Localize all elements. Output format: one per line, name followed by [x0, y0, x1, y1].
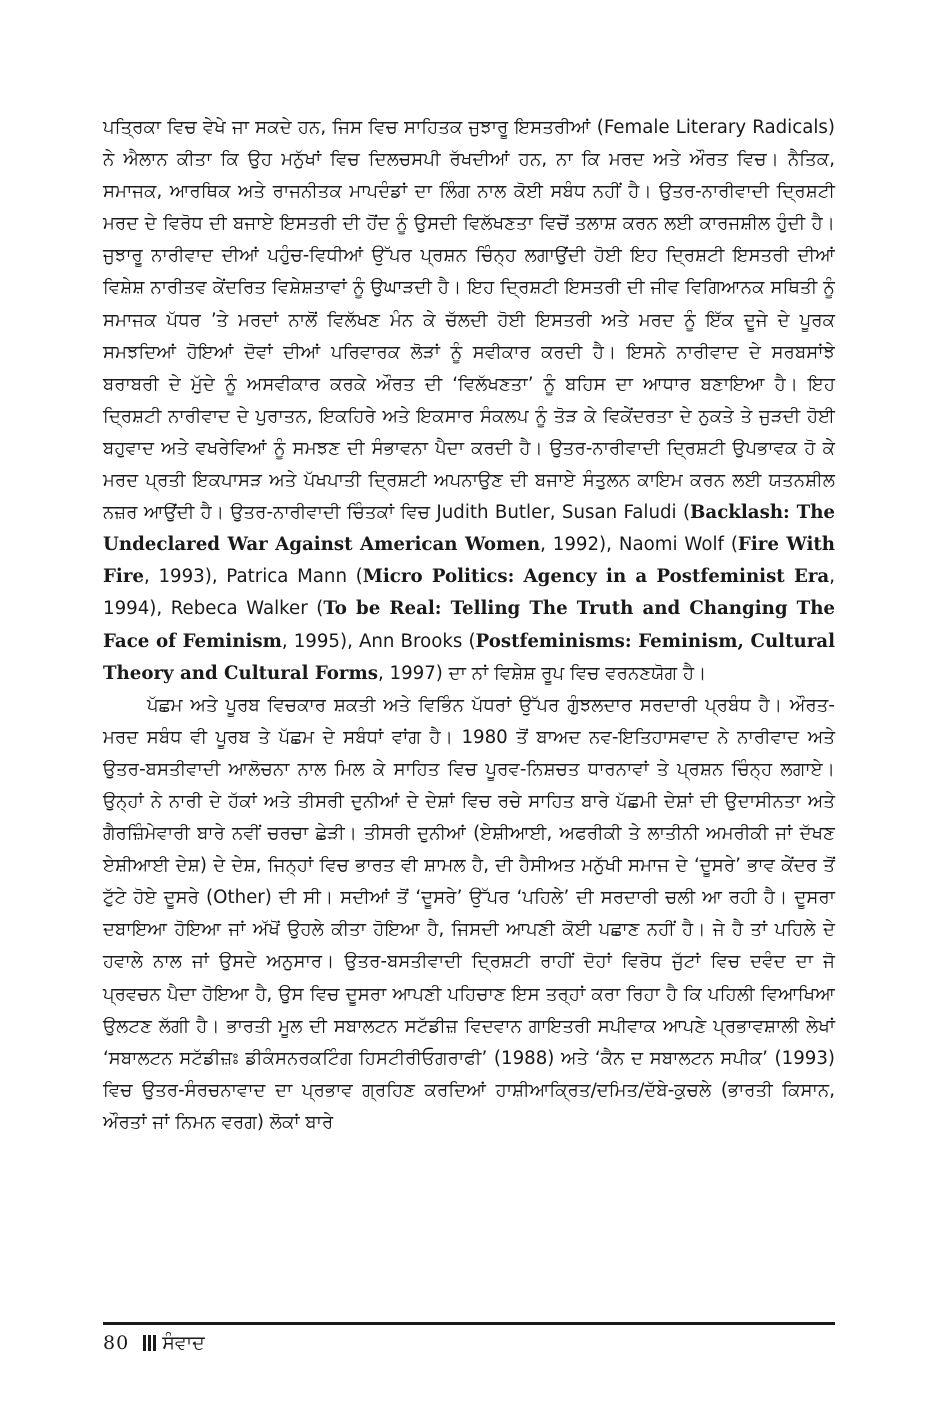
book-title-backlash: Backlash: The Undeclared War Against American Women	[103, 502, 835, 556]
book-title-fire-with-fire: Fire With Fire	[103, 534, 835, 588]
page-footer	[103, 1328, 205, 1358]
book-title-postfeminisms: Postfeminisms: Feminism, Cultural Theory and Cultural Forms	[103, 630, 835, 684]
book-title-to-be-real: To be Real: Telling The Truth and Changing The Face of Feminism	[103, 598, 836, 652]
paragraph-1-text: , 1997) ਦਾ ਨਾਂ ਵਿਸ਼ੇਸ਼ ਰੂਪ ਵਿਚ ਵਰਨਣਯੋਗ ਹੈ।	[377, 662, 707, 684]
book-title-micro-politics: Micro Politics: Agency in a Postfeminist Era	[362, 566, 830, 588]
journal-name: ਸੰਵਾਦ	[162, 1332, 205, 1354]
footer-divider	[103, 1322, 835, 1325]
paragraph-1-text: , 1995), Ann Brooks (	[281, 630, 476, 652]
page-number: 80	[103, 1332, 130, 1354]
paragraph-1-text: , 1993), Patrica Mann (	[143, 566, 363, 588]
vertical-bars-icon	[143, 1335, 156, 1351]
paragraph-1-text: ਪਤ੍ਰਿਕਾ ਵਿਚ ਵੇਖੇ ਜਾ ਸਕਦੇ ਹਨ, ਜਿਸ ਵਿਚ ਸਾਹਿਤਕ ਜੁਝਾਰੂ ਇਸਤਰੀਆਂ (Female Literary Radicals) ਨੇ ਐਲਾਨ ਕੀਤਾ ਕਿ ਉਹ ਮਨੁੱਖਾਂ ਵਿਚ ਦਿਲਚਸਪੀ ਰੱਖਦੀਆਂ ਹਨ, ਨਾ ਕਿ ਮਰਦ ਅਤੇ ਔਰਤ ਵਿਚ। ਨੈਤਿਕ, ਸਮਾਜਕ, ਆਰਥਿਕ ਅਤੇ ਰਾਜਨੀਤਕ ਮਾਪਦੰਡਾਂ ਦਾ ਲਿੰਗ ਨਾਲ ਕੋਈ ਸਬੰਧ ਨਹੀਂ ਹੈ। ਉਤਰ-ਨਾਰੀਵਾਦੀ ਦ੍ਰਿਸ਼ਟੀ ਮਰਦ ਦੇ ਵਿਰੋਧ ਦੀ ਬਜਾਏ ਇਸਤਰੀ ਦੀ ਹੋਂਦ ਨੂੰ ਉਸਦੀ ਵਿਲੱਖਣਤਾ ਵਿਚੋਂ ਤਲਾਸ਼ ਕਰਨ ਲਈ ਕਾਰਜਸ਼ੀਲ ਹੁੰਦੀ ਹੈ। ਜੁਝਾਰੂ ਨਾਰੀਵਾਦ ਦੀਆਂ ਪਹੁੰਚ-ਵਿਧੀਆਂ ਉੱਪਰ ਪ੍ਰਸ਼ਨ ਚਿੰਨ੍ਹ ਲਗਾਉਂਦੀ ਹੋਈ ਇਹ ਦ੍ਰਿਸ਼ਟੀ ਇਸਤਰੀ ਦੀਆਂ ਵਿਸ਼ੇਸ਼ ਨਾਰੀਤਵ ਕੇਂਦਰਿਤ ਵਿਸ਼ੇਸ਼ਤਾਵਾਂ ਨੂੰ ਉਘਾੜਦੀ ਹੈ। ਇਹ ਦ੍ਰਿਸ਼ਟੀ ਇਸਤਰੀ ਦੀ ਜੀਵ ਵਿਗਿਆਨਕ ਸਥਿਤੀ ਨੂੰ ਸਮਾਜਕ ਪੱਧਰ ’ਤੇ ਮਰਦਾਂ ਨਾਲੋਂ ਵਿਲੱਖਣ ਮੰਨ ਕੇ ਚੱਲਦੀ ਹੋਈ ਇਸਤਰੀ ਅਤੇ ਮਰਦ ਨੂੰ ਇੱਕ ਦੂਜੇ ਦੇ ਪੂਰਕ ਸਮਝਦਿਆਂ ਹੋਇਆਂ ਦੋਵਾਂ ਦੀਆਂ ਪਰਿਵਾਰਕ ਲੋੜਾਂ ਨੂੰ ਸਵੀਕਾਰ ਕਰਦੀ ਹੈ। ਇਸਨੇ ਨਾਰੀਵਾਦ ਦੇ ਸਰਬਸਾਂਝੇ ਬਰਾਬਰੀ ਦੇ ਮੁੱਦੇ ਨੂੰ ਅਸਵੀਕਾਰ ਕਰਕੇ ਔਰਤ ਦੀ ‘ਵਿਲੱਖਣਤਾ’ ਨੂੰ ਬਹਿਸ ਦਾ ਆਧਾਰ ਬਣਾਇਆ ਹੈ। ਇਹ ਦ੍ਰਿਸ਼ਟੀ ਨਾਰੀਵਾਦ ਦੇ ਪੁਰਾਤਨ, ਇਕਹਿਰੇ ਅਤੇ ਇਕਸਾਰ ਸੰਕਲਪ ਨੂੰ ਤੋੜ ਕੇ ਵਿਕੇਂਦਰਤਾ ਦੇ ਨੁਕਤੇ ਤੇ ਜੁੜਦੀ ਹੋਈ ਬਹੁਵਾਦ ਅਤੇ ਵਖਰੇਵਿਆਂ ਨੂੰ ਸਮਝਣ ਦੀ ਸੰਭਾਵਨਾ ਪੈਦਾ ਕਰਦੀ ਹੈ। ਉਤਰ-ਨਾਰੀਵਾਦੀ ਦ੍ਰਿਸ਼ਟੀ ਉਪਭਾਵਕ ਹੋ ਕੇ ਮਰਦ ਪ੍ਰਤੀ ਇਕਪਾਸੜ ਅਤੇ ਪੱਖਪਾਤੀ ਦ੍ਰਿਸ਼ਟੀ ਅਪਨਾਉਣ ਦੀ ਬਜਾਏ ਸੰਤੁਲਨ ਕਾਇਮ ਕਰਨ ਲਈ ਯਤਨਸ਼ੀਲ ਨਜ਼ਰ ਆਉਂਦੀ ਹੈ। ਉਤਰ-ਨਾਰੀਵਾਦੀ ਚਿੰਤਕਾਂ ਵਿਚ Judith Butler, Susan Faludi (	[103, 117, 835, 524]
paragraph-1	[103, 112, 835, 690]
paragraph-2	[103, 690, 835, 1139]
paragraph-1-text: , 1992), Naomi Wolf (	[540, 534, 738, 556]
paragraph-2-text: ਪੱਛਮ ਅਤੇ ਪੂਰਬ ਵਿਚਕਾਰ ਸ਼ਕਤੀ ਅਤੇ ਵਿਭਿੰਨ ਪੱਧਰਾਂ ਉੱਪਰ ਗੁੰਝਲਦਾਰ ਸਰਦਾਰੀ ਪ੍ਰਬੰਧ ਹੈ। ਔਰਤ-ਮਰਦ ਸਬੰਧ ਵੀ ਪੂਰਬ ਤੇ ਪੱਛਮ ਦੇ ਸਬੰਧਾਂ ਵਾਂਗ ਹੈ। 1980 ਤੋਂ ਬਾਅਦ ਨਵ-ਇਤਿਹਾਸਵਾਦ ਨੇ ਨਾਰੀਵਾਦ ਅਤੇ ਉਤਰ-ਬਸਤੀਵਾਦੀ ਆਲੋਚਨਾ ਨਾਲ ਮਿਲ ਕੇ ਸਾਹਿਤ ਵਿਚ ਪੂਰਵ-ਨਿਸ਼ਚਤ ਧਾਰਨਾਵਾਂ ਤੇ ਪ੍ਰਸ਼ਨ ਚਿੰਨ੍ਹ ਲਗਾਏ। ਉਨ੍ਹਾਂ ਨੇ ਨਾਰੀ ਦੇ ਹੱਕਾਂ ਅਤੇ ਤੀਸਰੀ ਦੁਨੀਆਂ ਦੇ ਦੇਸ਼ਾਂ ਵਿਚ ਰਚੇ ਸਾਹਿਤ ਬਾਰੇ ਪੱਛਮੀ ਦੇਸ਼ਾਂ ਦੀ ਉਦਾਸੀਨਤਾ ਅਤੇ ਗੈਰਜ਼ਿੰਮੇਵਾਰੀ ਬਾਰੇ ਨਵੀਂ ਚਰਚਾ ਛੇੜੀ। ਤੀਸਰੀ ਦੁਨੀਆਂ (ਏਸ਼ੀਆਈ, ਅਫਰੀਕੀ ਤੇ ਲਾਤੀਨੀ ਅਮਰੀਕੀ ਜਾਂ ਦੱਖਣ ਏਸ਼ੀਆਈ ਦੇਸ਼) ਦੇ ਦੇਸ਼, ਜਿਨ੍ਹਾਂ ਵਿਚ ਭਾਰਤ ਵੀ ਸ਼ਾਮਲ ਹੈ, ਦੀ ਹੈਸੀਅਤ ਮਨੁੱਖੀ ਸਮਾਜ ਦੇ ‘ਦੂਸਰੇ’ ਭਾਵ ਕੇਂਦਰ ਤੋਂ ਟੁੱਟੇ ਹੋਏ ਦੂਸਰੇ (Other) ਦੀ ਸੀ। ਸਦੀਆਂ ਤੋਂ ‘ਦੂਸਰੇ’ ਉੱਪਰ ‘ਪਹਿਲੇ’ ਦੀ ਸਰਦਾਰੀ ਚਲੀ ਆ ਰਹੀ ਹੈ। ਦੂਸਰਾ ਦਬਾਇਆ ਹੋਇਆ ਜਾਂ ਅੱਖੋਂ ਉਹਲੇ ਕੀਤਾ ਹੋਇਆ ਹੈ, ਜਿਸਦੀ ਆਪਣੀ ਕੋਈ ਪਛਾਣ ਨਹੀਂ ਹੈ। ਜੇ ਹੈ ਤਾਂ ਪਹਿਲੇ ਦੇ ਹਵਾਲੇ ਨਾਲ ਜਾਂ ਉਸਦੇ ਅਨੁਸਾਰ। ਉਤਰ-ਬਸਤੀਵਾਦੀ ਦ੍ਰਿਸ਼ਟੀ ਰਾਹੀਂ ਦੋਹਾਂ ਵਿਰੋਧ ਜੁੱਟਾਂ ਵਿਚ ਦਵੰਦ ਦਾ ਜੋ ਪ੍ਰਵਚਨ ਪੈਦਾ ਹੋਇਆ ਹੈ, ਉਸ ਵਿਚ ਦੂਸਰਾ ਆਪਣੀ ਪਹਿਚਾਣ ਇਸ ਤਰ੍ਹਾਂ ਕਰਾ ਰਿਹਾ ਹੈ ਕਿ ਪਹਿਲੀ ਵਿਆਖਿਆ ਉਲਟਣ ਲੱਗੀ ਹੈ। ਭਾਰਤੀ ਮੂਲ ਦੀ ਸਬਾਲਟਨ ਸਟੱਡੀਜ਼ ਵਿਦਵਾਨ ਗਾਇਤਰੀ ਸਪੀਵਾਕ ਆਪਣੇ ਪ੍ਰਭਾਵਸ਼ਾਲੀ ਲੇਖਾਂ ‘ਸਬਾਲਟਨ ਸਟੱਡੀਜ਼ਃ ਡੀਕੰਸਨਰਕਟਿੰਗ ਹਿਸਟੀਰੀਓਗਰਾਫੀ’ (1988) ਅਤੇ ‘ਕੈਨ ਦ ਸਬਾਲਟਨ ਸਪੀਕ’ (1993) ਵਿਚ ਉਤਰ-ਸੰਰਚਨਾਵਾਦ ਦਾ ਪ੍ਰਭਾਵ ਗ੍ਰਹਿਣ ਕਰਦਿਆਂ ਹਾਸ਼ੀਆਕ੍ਰਿਤ/ਦਮਿਤ/ਦੱਬੇ-ਕੁਚਲੇ (ਭਾਰਤੀ ਕਿਸਾਨ, ਔਰਤਾਂ ਜਾਂ ਨਿਮਨ ਵਰਗ) ਲੋਕਾਂ ਬਾਰੇ	[103, 694, 835, 1133]
page-body	[103, 112, 835, 1139]
paragraph-1-text: , 1994), Rebeca Walker (	[103, 566, 835, 620]
